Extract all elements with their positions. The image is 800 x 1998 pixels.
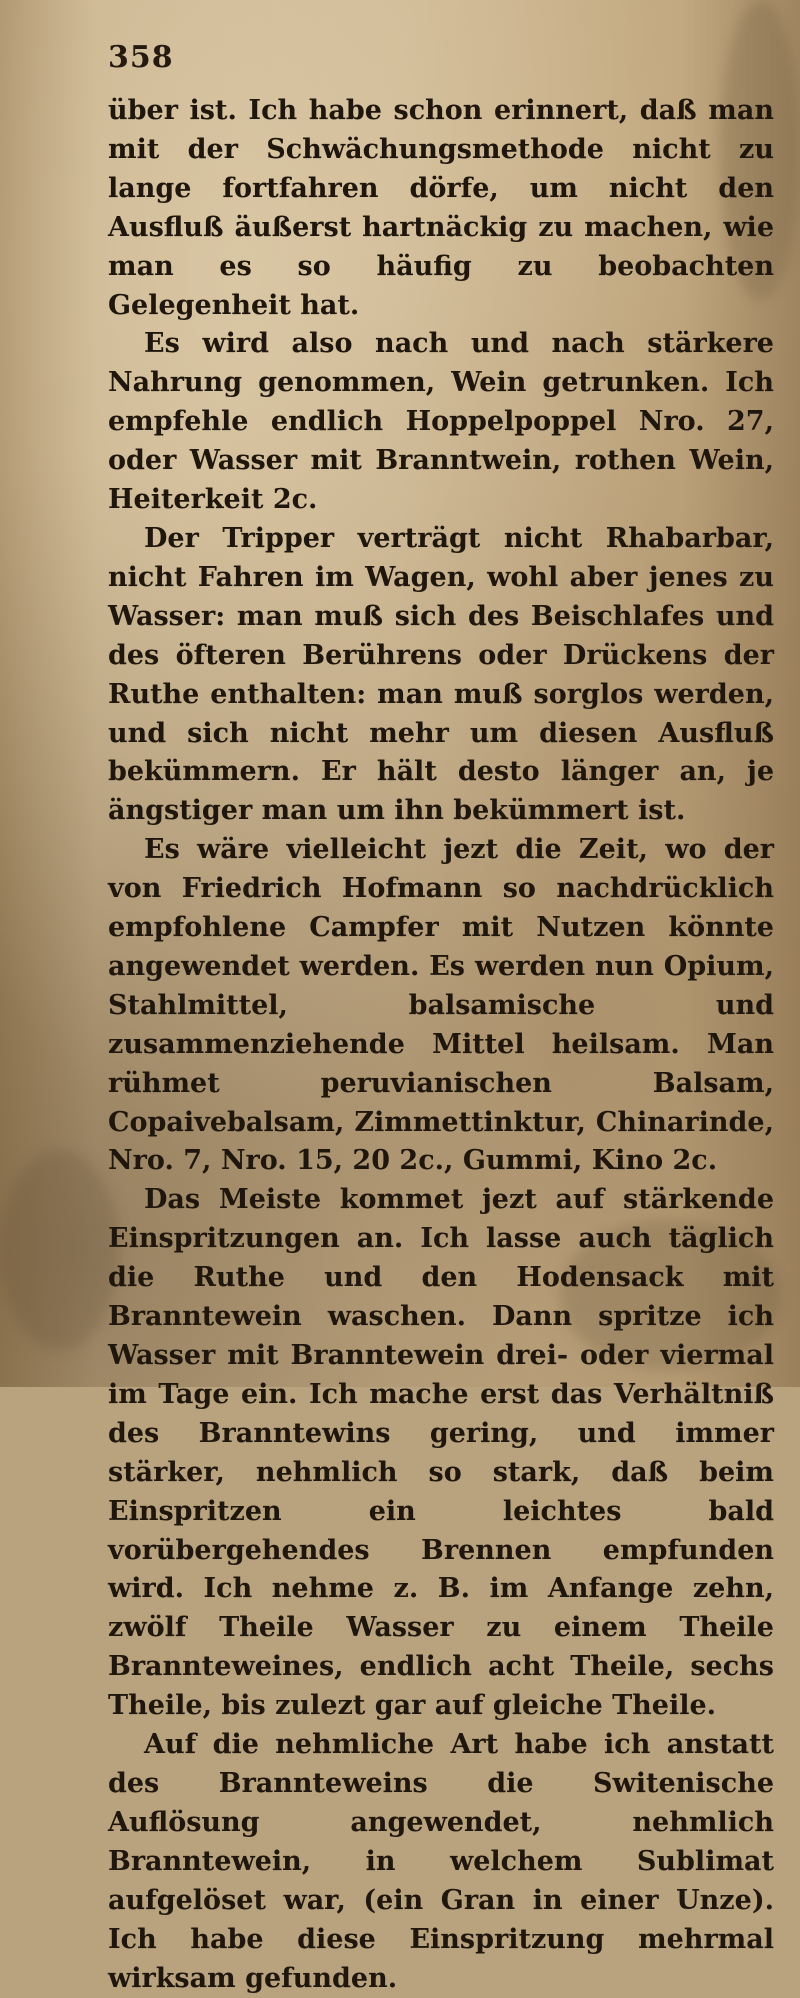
page-body-text <box>108 92 774 1998</box>
paper-stain <box>0 1150 120 1350</box>
paragraph: Das Meiste kommet jezt auf stärkende Einspritzungen an. Ich lasse auch täglich die Ruthe und den Hodensack mit Branntewein waschen. Dann spritze ich Wasser mit Branntewein drei- oder viermal im Tage ein. Ich mache erst das Verhältniß des Branntewins gering, und immer stärker, nehmlich so stark, daß beim Einspritzen ein leichtes bald vorübergehendes Brennen empfunden wird. Ich nehme z. B. im Anfange zehn, zwölf Theile Wasser zu einem Theile Brannteweines, endlich acht Theile, sechs Theile, bis zulezt gar auf gleiche Theile. <box>108 1184 774 1722</box>
paragraph: Es wird also nach und nach stärkere Nahrung genommen, Wein getrunken. Ich empfehle endlich Hoppelpoppel Nro. 27, oder Wasser mit Branntwein, rothen Wein, Heiterkeit 2c. <box>108 328 774 516</box>
paragraph: Es wäre vielleicht jezt die Zeit, wo der von Friedrich Hofmann so nachdrücklich empfohlene Campfer mit Nutzen könnte angewendet werden. Es werden nun Opium, Stahlmittel, balsamische und zusammenziehende Mittel heilsam. Man rühmet peruvianischen Balsam, Copaivebalsam, Zimmettinktur, Chinarinde, Nro. 7, Nro. 15, 20 2c., Gummi, Kino 2c. <box>108 834 774 1177</box>
paragraph: über ist. Ich habe schon erinnert, daß man mit der Schwächungsmethode nicht zu lange fortfahren dörfe, um nicht den Ausfluß äußerst hartnäckig zu machen, wie man es so häufig zu beobachten Gelegenheit hat. <box>108 95 774 321</box>
paragraph: Der Tripper verträgt nicht Rhabarbar, nicht Fahren im Wagen, wohl aber jenes zu Wasser: man muß sich des Beischlafes und des öfteren Berührens oder Drückens der Ruthe enthalten: man muß sorglos werden, und sich nicht mehr um diesen Ausfluß bekümmern. Er hält desto länger an, je ängstiger man um ihn bekümmert ist. <box>108 522 774 827</box>
page-number: 358 <box>108 40 174 75</box>
paragraph: Auf die nehmliche Art habe ich anstatt des Brannteweins die Switenische Auflösung angewendet, nehmlich Branntewein, in welchem Sublimat aufgelöset war, (ein Gran in einer Unze). Ich habe diese Einspritzung mehrmal wirksam gefunden. <box>108 1729 774 1994</box>
